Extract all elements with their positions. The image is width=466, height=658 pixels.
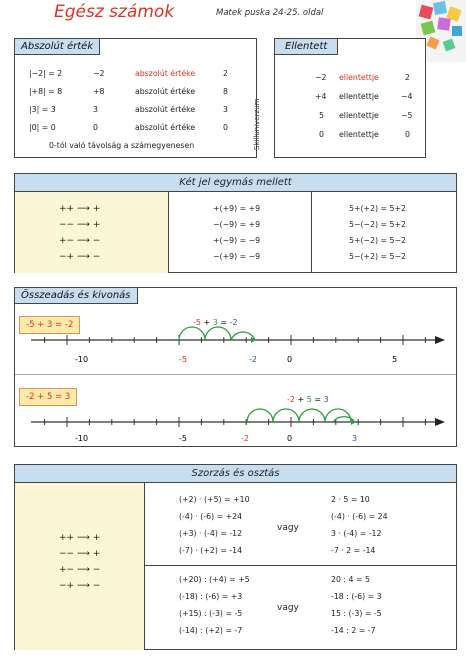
mul-right-1: 2 · 5 = 10 [331, 495, 370, 504]
tick-label-2c: -2 [241, 434, 249, 443]
two-signs-panel [14, 173, 457, 273]
two-signs-rules-cell [15, 192, 169, 273]
page-subtitle: Matek puska 24-25. oldal [216, 8, 324, 18]
opp-row-1-value: 2 [405, 73, 410, 82]
number-line-1 [31, 318, 445, 364]
two-signs-c1-3: +(−9) = −9 [213, 236, 261, 245]
abs-row-4: |0| = 0 [29, 123, 56, 132]
number-lines-svg [15, 288, 456, 446]
sign-rule-1: ++ ⟶ + [59, 204, 101, 214]
opp-row-1-label: ellentettje [339, 73, 379, 82]
abs-row-1-num: −2 [93, 69, 105, 78]
addsub-caption-1: -5 + 3 = -2 [193, 318, 238, 327]
number-line-2 [31, 395, 445, 443]
opposite-title: Ellentett [274, 38, 338, 55]
tick-label-1e: 5 [392, 355, 398, 364]
abs-row-1-value: 2 [223, 69, 228, 78]
two-signs-divider [311, 192, 312, 273]
mul-or-label: vagy [277, 523, 299, 533]
opp-row-4-label: ellentettje [339, 130, 379, 139]
two-signs-c1-4: −(+9) = −9 [213, 252, 261, 261]
abs-row-4-num: 0 [93, 123, 98, 132]
mul-rule-1: ++ ⟶ + [59, 533, 101, 543]
sign-rule-3: +− ⟶ − [59, 236, 101, 246]
tick-label-1d: 0 [287, 355, 293, 364]
div-left-1: (+20) : (+4) = +5 [179, 575, 250, 584]
mul-left-1: (+2) · (+5) = +10 [179, 495, 250, 504]
sign-rule-2: −− ⟶ + [59, 220, 101, 230]
mul-rule-4: −+ ⟶ − [59, 581, 101, 591]
sign-rule-4: −+ ⟶ − [59, 252, 101, 262]
tick-label-1c: -2 [249, 355, 257, 364]
addsub-caption-2: -2 + 5 = 3 [287, 395, 329, 404]
tick-label-1b: -5 [179, 355, 187, 364]
abs-value-title: Abszolút érték [14, 38, 100, 55]
div-left-3: (+15) : (-3) = -5 [179, 609, 243, 618]
two-signs-c1-1: +(+9) = +9 [213, 204, 261, 213]
opp-row-1-num: −2 [315, 73, 327, 82]
opp-row-4-value: 0 [405, 130, 410, 139]
muldiv-panel [14, 464, 457, 650]
abs-row-3-value: 3 [223, 105, 228, 114]
tick-label-2a: -10 [75, 434, 89, 443]
div-or-label: vagy [277, 603, 299, 613]
arc-step-2 [205, 327, 231, 340]
addsub-title: Összeadás és kivonás [14, 287, 138, 304]
arrow-head-2 [435, 418, 445, 426]
opp-row-3-label: ellentettje [339, 111, 379, 120]
tick-label-2b: -5 [179, 434, 187, 443]
page-title: Egész számok [54, 2, 175, 22]
div-right-4: -14 : 2 = -7 [331, 626, 376, 635]
div-right-3: 15 : (-3) = -5 [331, 609, 382, 618]
div-right-1: 20 : 4 = 5 [331, 575, 370, 584]
abs-row-4-value: 0 [223, 123, 228, 132]
opp-row-4-num: 0 [319, 130, 324, 139]
mul-rule-2: −− ⟶ + [59, 549, 101, 559]
addsub-example-1-box: -5 + 3 = -2 [19, 316, 80, 334]
two-signs-c2-3: 5+(−2) = 5−2 [349, 236, 407, 245]
abs-row-2-label: abszolút értéke [135, 87, 196, 96]
abs-row-1-label: abszolút értéke [135, 69, 196, 78]
abs-row-2: |+8| = 8 [29, 87, 63, 96]
vertical-brand-label: Skilluniverzum [253, 98, 261, 150]
mul-rule-3: +− ⟶ − [59, 565, 101, 575]
addsub-example-2-box: -2 + 5 = 3 [19, 388, 77, 406]
div-right-2: -18 : (-6) = 3 [331, 592, 382, 601]
arrow-head-1 [435, 336, 445, 344]
opp-row-3-num: 5 [319, 111, 324, 120]
mul-left-4: (-7) · (+2) = -14 [179, 546, 243, 555]
abs-row-1: |−2| = 2 [29, 69, 63, 78]
two-signs-c2-1: 5+(+2) = 5+2 [349, 204, 407, 213]
abs-value-panel [14, 38, 257, 158]
opp-row-2-label: ellentettje [339, 92, 379, 101]
two-signs-c2-4: 5−(+2) = 5−2 [349, 252, 407, 261]
muldiv-separator [145, 565, 456, 566]
abs-row-4-label: abszolút értéke [135, 123, 196, 132]
abs-row-3-label: abszolút értéke [135, 105, 196, 114]
mul-right-2: (-4) · (-6) = 24 [331, 512, 388, 521]
tick-label-2d: 0 [287, 434, 293, 443]
mul-right-4: -7 · 2 = -14 [331, 546, 376, 555]
tick-label-2e: 3 [352, 434, 358, 443]
abs-footer: 0-tól való távolság a számegyenesen [49, 141, 195, 150]
opposite-panel [274, 38, 426, 158]
mul-right-3: 3 · (-4) = -12 [331, 529, 382, 538]
opp-row-3-value: −5 [401, 111, 413, 120]
abs-row-2-num: +8 [93, 87, 105, 96]
abs-row-3-num: 3 [93, 105, 98, 114]
two-signs-c1-2: −(−9) = +9 [213, 220, 261, 229]
tick-label-1a: -10 [75, 355, 89, 364]
muldiv-rules-cell [15, 483, 145, 650]
abs-row-3: |3| = 3 [29, 105, 56, 114]
div-left-2: (-18) : (-6) = +3 [179, 592, 243, 601]
two-signs-c2-2: 5−(−2) = 5+2 [349, 220, 407, 229]
div-left-4: (-14) : (+2) = -7 [179, 626, 243, 635]
opp-row-2-num: +4 [315, 92, 327, 101]
abs-row-2-value: 8 [223, 87, 228, 96]
opp-row-2-value: −4 [401, 92, 413, 101]
two-signs-title: Két jel egymás mellett [15, 174, 456, 192]
muldiv-title: Szorzás és osztás [15, 465, 456, 483]
mul-left-3: (+3) · (-4) = -12 [179, 529, 243, 538]
addsub-panel [14, 287, 457, 447]
mul-left-2: (-4) · (-6) = +24 [179, 512, 243, 521]
